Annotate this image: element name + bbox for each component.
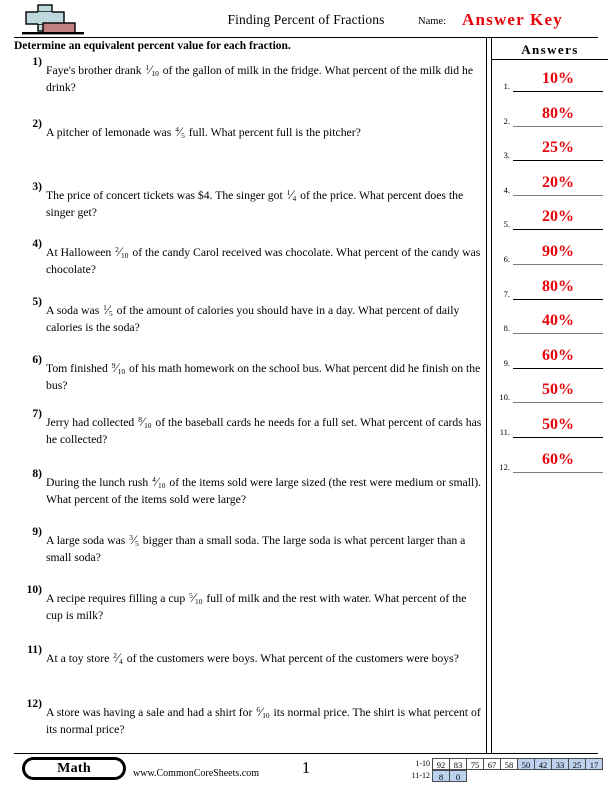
fraction-denominator: 5 xyxy=(135,539,139,549)
score-cell: 92 xyxy=(432,758,450,770)
answer-value: 25% xyxy=(542,139,574,157)
answer-value: 90% xyxy=(542,243,574,260)
answer-value: 80% xyxy=(542,277,574,295)
fraction-numerator: 1 xyxy=(145,62,150,72)
answer-blank-line xyxy=(513,402,603,403)
score-row-label: 11-12 xyxy=(411,771,430,780)
answer-row xyxy=(492,272,608,306)
fraction xyxy=(137,414,152,432)
answer-number: 5. xyxy=(503,219,510,230)
fraction xyxy=(151,474,166,492)
answer-number: 11. xyxy=(499,427,510,437)
score-cell: 0 xyxy=(449,770,467,782)
answer-row xyxy=(492,168,608,202)
score-table xyxy=(396,758,603,782)
answer-value: 50% xyxy=(542,416,574,433)
question-text: Jerry had collected $^8$⁄10 of the baseball cards he needs for a full set. What percent of cards has he collected? xyxy=(46,414,482,446)
fraction-slash: ⁄ xyxy=(149,62,152,77)
answer-number: 2. xyxy=(503,115,510,126)
fraction-slash: ⁄ xyxy=(260,704,263,719)
fraction xyxy=(145,62,160,80)
answer-number: 8. xyxy=(503,323,510,334)
score-cell: 25 xyxy=(568,758,586,770)
answer-row xyxy=(492,64,608,98)
answer-row xyxy=(492,375,608,409)
fraction-numerator: 6 xyxy=(256,704,261,714)
score-cell: 75 xyxy=(466,758,484,770)
question-number: 12) xyxy=(26,698,42,710)
fraction xyxy=(102,302,114,320)
score-row xyxy=(396,770,603,782)
question-text: Faye's brother drank $^1$⁄10 of the gallon of milk in the fridge. What percent of the milk did he drink? xyxy=(46,62,474,94)
fraction-numerator: 2 xyxy=(115,244,119,254)
answer-row xyxy=(492,341,608,375)
subject-label: Math xyxy=(57,761,91,776)
fraction-slash: ⁄ xyxy=(155,474,159,489)
fraction-denominator: 10 xyxy=(117,367,126,377)
question-text: The price of concert tickets was $4. The singer got $^1$⁄4 of the price. What percent does the singer get? xyxy=(46,187,464,219)
fraction-denominator: 10 xyxy=(151,69,159,79)
answer-number: 6. xyxy=(503,254,510,264)
question-text: A large soda was $^3$⁄5 bigger than a small soda. The large soda is what percent larger than a small soda? xyxy=(46,532,466,564)
question-number: 7) xyxy=(32,408,42,420)
question-number: 11) xyxy=(27,644,42,656)
answer-number: 3. xyxy=(503,150,510,161)
fraction-slash: ⁄ xyxy=(115,360,118,375)
fraction xyxy=(111,360,126,378)
answer-number: 12. xyxy=(499,461,510,472)
answer-row xyxy=(492,133,608,167)
page-title: Finding Percent of Fractions xyxy=(227,12,385,27)
question-number: 5) xyxy=(32,296,42,308)
name-value: Answer Key xyxy=(462,10,563,29)
fraction-numerator: 2 xyxy=(113,650,117,660)
fraction-denominator: 5 xyxy=(109,309,113,319)
answer-blank-line xyxy=(513,472,603,473)
answer-blank-line xyxy=(513,195,603,196)
score-cell: 58 xyxy=(500,758,518,770)
answer-number: 1. xyxy=(503,81,510,91)
fraction-denominator: 4 xyxy=(119,657,123,667)
fraction xyxy=(188,590,203,608)
instruction-text: Determine an equivalent percent value for each fraction. xyxy=(14,40,291,52)
answer-number: 9. xyxy=(503,357,510,368)
fraction-denominator: 4 xyxy=(292,194,297,204)
answer-number: 10. xyxy=(499,392,510,403)
fraction-denominator: 10 xyxy=(262,711,270,721)
fraction-denominator: 10 xyxy=(158,481,166,491)
page-number: 1 xyxy=(301,758,311,777)
answer-value: 20% xyxy=(542,208,574,226)
fraction xyxy=(112,650,124,668)
answer-blank-line xyxy=(513,160,603,161)
question-text: At a toy store $^2$⁄4 of the customers were boys. What percent of the customers were boys? xyxy=(46,650,459,667)
question-number: 2) xyxy=(32,118,42,130)
question-number: 8) xyxy=(32,468,42,480)
fraction-numerator: 8 xyxy=(138,414,142,424)
fraction-slash: ⁄ xyxy=(118,244,122,259)
question-text: Tom finished $^9$⁄10 of his math homework on the school bus. What percent did he finish on the bus? xyxy=(46,360,481,392)
fraction-slash: ⁄ xyxy=(132,532,136,547)
answer-value: 50% xyxy=(542,381,574,399)
answer-blank-line xyxy=(513,126,603,127)
answer-row xyxy=(492,202,608,236)
fraction-slash: ⁄ xyxy=(290,187,293,202)
fraction-numerator: 1 xyxy=(286,187,291,197)
answer-value: 40% xyxy=(542,312,574,330)
name-label: Name: xyxy=(418,16,446,27)
score-row xyxy=(396,758,603,770)
answer-blank-line xyxy=(513,437,603,438)
fraction xyxy=(286,187,298,205)
fraction-numerator: 4 xyxy=(175,124,179,134)
fraction-denominator: 10 xyxy=(195,597,203,607)
answer-number: 7. xyxy=(503,288,510,299)
fraction xyxy=(114,244,129,262)
fraction-slash: ⁄ xyxy=(106,302,110,317)
fraction xyxy=(174,124,186,142)
fraction-numerator: 1 xyxy=(103,302,107,312)
fraction-numerator: 4 xyxy=(152,474,156,484)
answer-row xyxy=(492,99,608,133)
score-cell: 8 xyxy=(432,770,450,782)
fraction xyxy=(255,704,270,722)
fraction-denominator: 5 xyxy=(181,131,185,141)
answer-row xyxy=(492,306,608,340)
score-cell: 50 xyxy=(517,758,535,770)
site-url: www.CommonCoreSheets.com xyxy=(133,768,260,779)
fraction-numerator: 3 xyxy=(129,532,133,542)
score-cell: 33 xyxy=(551,758,569,770)
answer-row xyxy=(492,410,608,444)
score-cell: 42 xyxy=(534,758,552,770)
answer-blank-line xyxy=(513,333,603,334)
answer-row xyxy=(492,445,608,479)
answer-row xyxy=(492,237,608,271)
fraction-slash: ⁄ xyxy=(116,650,120,665)
question-number: 6) xyxy=(32,354,42,366)
fraction-numerator: 5 xyxy=(189,590,193,600)
fraction-slash: ⁄ xyxy=(192,590,196,605)
score-cell: 17 xyxy=(585,758,603,770)
answer-value: 60% xyxy=(542,346,574,364)
question-text: A store was having a sale and had a shirt for $^6$⁄10 its normal price. The shirt is what percent of its normal price? xyxy=(46,704,481,736)
question-number: 4) xyxy=(32,238,42,250)
answers-heading: Answers xyxy=(492,42,608,60)
answer-blank-line xyxy=(513,368,603,369)
fraction-slash: ⁄ xyxy=(141,414,145,429)
question-number: 1) xyxy=(32,56,42,68)
question-text: During the lunch rush $^4$⁄10 of the items sold were large sized (the rest were medium or small). What percent of the items sold were large? xyxy=(46,474,482,506)
answer-blank-line xyxy=(513,299,603,300)
answer-blank-line xyxy=(513,229,603,230)
fraction xyxy=(128,532,140,550)
answer-value: 60% xyxy=(542,450,574,468)
footer-divider xyxy=(14,753,598,754)
fraction-denominator: 10 xyxy=(121,251,129,261)
score-cell: 83 xyxy=(449,758,467,770)
fraction-numerator: 9 xyxy=(111,360,116,370)
question-text: A soda was $^1$⁄5 of the amount of calories you should have in a day. What percent of daily calories is the soda? xyxy=(46,302,460,334)
question-number: 10) xyxy=(26,584,42,596)
answer-blank-line xyxy=(513,91,603,92)
score-row-label: 1-10 xyxy=(415,759,430,768)
question-text: A pitcher of lemonade was $^4$⁄5 full. What percent full is the pitcher? xyxy=(46,124,361,141)
answer-number: 4. xyxy=(503,184,510,195)
fraction-denominator: 10 xyxy=(144,421,152,431)
question-number: 9) xyxy=(32,526,42,538)
fraction-slash: ⁄ xyxy=(178,124,182,139)
question-text: A recipe requires filling a cup $^5$⁄10 full of milk and the rest with water. What percent of the cup is milk? xyxy=(46,590,467,622)
answer-value: 10% xyxy=(542,70,574,87)
answers-column xyxy=(492,38,612,498)
question-number: 3) xyxy=(32,181,42,193)
score-cell: 67 xyxy=(483,758,501,770)
answer-value: 80% xyxy=(542,104,574,122)
answer-blank-line xyxy=(513,264,603,265)
page-header xyxy=(0,0,612,40)
question-text: At Halloween $^2$⁄10 of the candy Carol received was chocolate. What percent of the candy was chocolate? xyxy=(46,244,481,276)
answer-value: 20% xyxy=(542,173,574,191)
